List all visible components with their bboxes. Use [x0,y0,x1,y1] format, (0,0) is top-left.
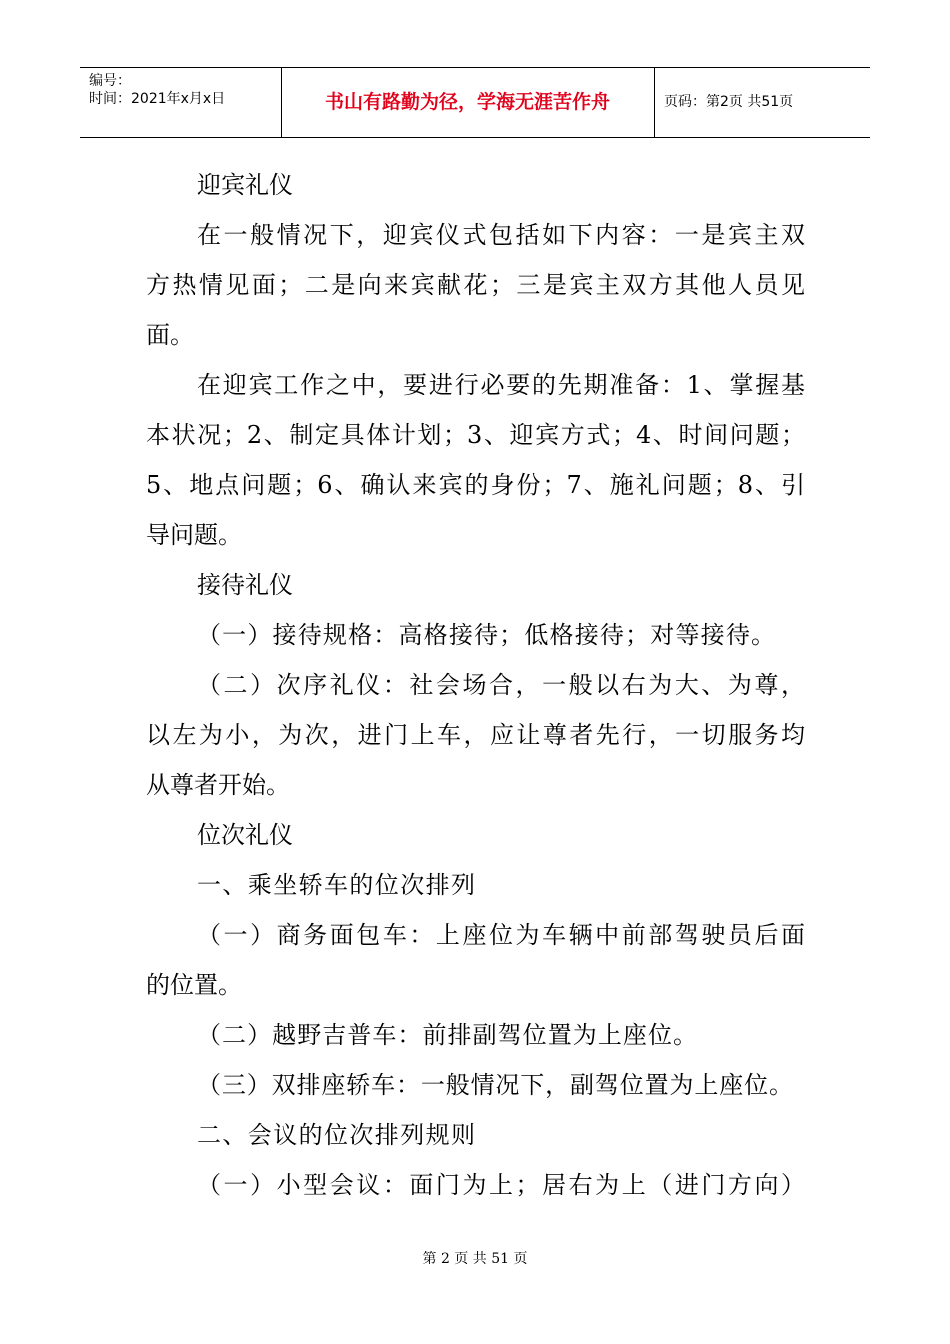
document-header [80,67,870,138]
paragraph-line: （三）双排座轿车：一般情况下，副驾位置为上座位。 [197,1071,793,1099]
section-heading: 接待礼仪 [197,571,293,599]
paragraph-line: 5、地点问题；6、确认来宾的身份；7、施礼问题；8、引 [146,471,805,499]
paragraph-line: 从尊者开始。 [146,771,290,799]
section-heading: 迎宾礼仪 [197,171,293,199]
paragraph-line: （一）小型会议：面门为上；居右为上（进门方向） [197,1171,805,1199]
header-meta [80,68,282,137]
paragraph-line: 导问题。 [146,521,242,549]
paragraph-line: 二、会议的位次排列规则 [197,1121,475,1149]
paragraph-line: 本状况；2、制定具体计划；3、迎宾方式；4、时间问题； [146,421,805,449]
section-heading: 位次礼仪 [197,821,293,849]
paragraph-line: 的位置。 [146,971,242,999]
paragraph-line: （一）商务面包车：上座位为车辆中前部驾驶员后面 [197,921,805,949]
paragraph-line: 一、乘坐轿车的位次排列 [197,871,475,899]
paragraph-line: （一）接待规格：高格接待；低格接待；对等接待。 [197,621,775,649]
paragraph-line: 面。 [146,321,194,349]
paragraph-line: 以左为小，为次，进门上车，应让尊者先行，一切服务均 [146,721,805,749]
header-motto: 书山有路勤为径，学海无涯苦作舟 [281,68,655,137]
paragraph-line: 在一般情况下，迎宾仪式包括如下内容：一是宾主双 [197,221,805,249]
number-label: 编号： [89,73,131,89]
paragraph-line: 方热情见面；二是向来宾献花；三是宾主双方其他人员见 [146,271,805,299]
header-page-info: 页码：第2页 共51页 [664,94,794,110]
paragraph-line: （二）越野吉普车：前排副驾位置为上座位。 [197,1021,697,1049]
time-label: 时间：2021年x月x日 [89,91,226,107]
page-footer: 第 2 页 共 51 页 [422,1251,528,1267]
paragraph-line: （二）次序礼仪：社会场合，一般以右为大、为尊， [197,671,805,699]
paragraph-line: 在迎宾工作之中，要进行必要的先期准备：1、掌握基 [197,371,805,399]
